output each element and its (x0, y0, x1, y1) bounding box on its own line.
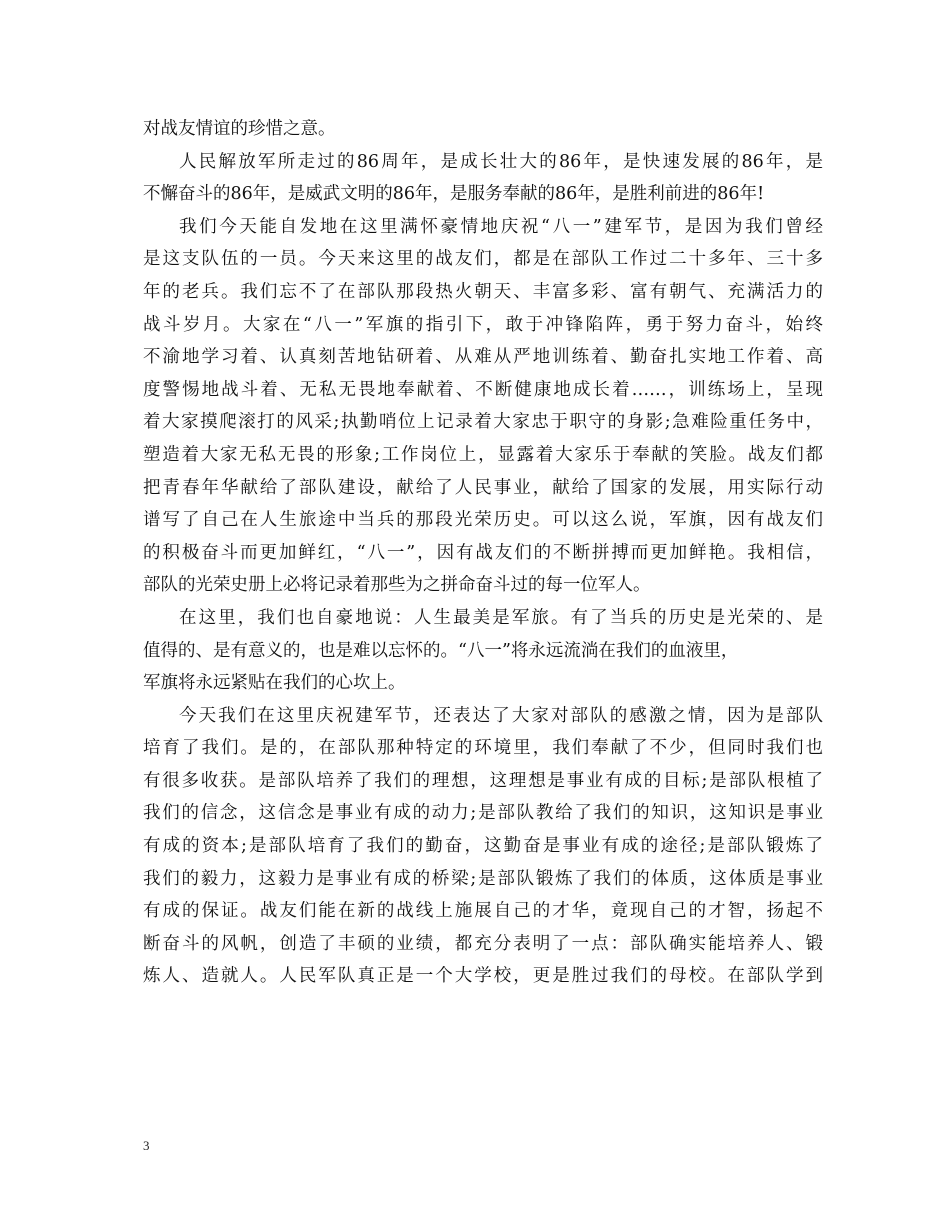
text-line: 断奋斗的风帆，创造了丰硕的业绩，都充分表明了一点：部队确实能培养人、锻 (143, 933, 823, 954)
body-text (143, 113, 823, 993)
text-line: 是这支队伍的一员。今天来这里的战友们，都是在部队工作过二十多年、三十多 (143, 249, 823, 270)
text-line: 培育了我们。是的，在部队那种特定的环境里，我们奉献了不少，但同时我们也 (143, 738, 823, 759)
text-line: 度警惕地战斗着、无私无畏地奉献着、不断健康地成长着……，训练场上，呈现 (143, 379, 823, 400)
text-line: 我们的毅力，这毅力是事业有成的桥梁;是部队锻炼了我们的体质，这体质是事业 (143, 868, 823, 889)
text-line: 战斗岁月。大家在“八一”军旗的指引下，敢于冲锋陷阵，勇于努力奋斗，始终 (143, 314, 823, 335)
text-line: 不渝地学习着、认真刻苦地钻研着、从难从严地训练着、勤奋扎实地工作着、高 (143, 347, 823, 368)
page-number: 3 (143, 1138, 150, 1153)
text-line: 今天我们在这里庆祝建军节，还表达了大家对部队的感激之情，因为是部队 (179, 705, 823, 726)
text-line: 塑造着大家无私无畏的形象;工作岗位上，显露着大家乐于奉献的笑脸。战友们都 (143, 444, 823, 465)
text-line: 有成的保证。战友们能在新的战线上施展自己的才华，竟现自己的才智，扬起不 (143, 901, 823, 922)
text-line: 人民解放军所走过的86周年，是成长壮大的86年，是快速发展的86年，是 (179, 151, 823, 172)
text-line: 有成的资本;是部队培育了我们的勤奋，这勤奋是事业有成的途径;是部队锻炼了 (143, 836, 823, 857)
text-line: 值得的、是有意义的，也是难以忘怀的。“八一”将永远流淌在我们的血液里， (143, 640, 739, 661)
text-line: 部队的光荣史册上必将记录着那些为之拼命奋斗过的每一位军人。 (143, 575, 651, 596)
text-line: 年的老兵。我们忘不了在部队那段热火朝天、丰富多彩、富有朝气、充满活力的 (143, 281, 823, 302)
text-line: 我们今天能自发地在这里满怀豪情地庆祝“八一”建军节，是因为我们曾经 (179, 216, 823, 237)
text-line: 我们的信念，这信念是事业有成的动力;是部队教给了我们的知识，这知识是事业 (143, 803, 823, 824)
text-line: 不懈奋斗的86年，是威武文明的86年，是服务奉献的86年，是胜利前进的86年! (143, 184, 765, 205)
text-line: 把青春年华献给了部队建设，献给了人民事业，献给了国家的发展，用实际行动 (143, 477, 823, 498)
text-line: 有很多收获。是部队培养了我们的理想，这理想是事业有成的目标;是部队根植了 (143, 770, 823, 791)
text-line: 炼人、造就人。人民军队真正是一个大学校，更是胜过我们的母校。在部队学到 (143, 966, 823, 987)
text-line: 在这里，我们也自豪地说：人生最美是军旅。有了当兵的历史是光荣的、是 (179, 607, 823, 628)
text-line: 的积极奋斗而更加鲜红，“八一”，因有战友们的不断拼搏而更加鲜艳。我相信， (143, 542, 823, 563)
text-line: 对战友情谊的珍惜之意。 (143, 119, 336, 139)
text-line: 军旗将永远紧贴在我们的心坎上。 (143, 673, 406, 694)
text-line: 着大家摸爬滚打的风采;执勤哨位上记录着大家忠于职守的身影;急难险重任务中， (143, 412, 823, 433)
text-line: 谱写了自己在人生旅途中当兵的那段光荣历史。可以这么说，军旗，因有战友们 (143, 510, 823, 531)
